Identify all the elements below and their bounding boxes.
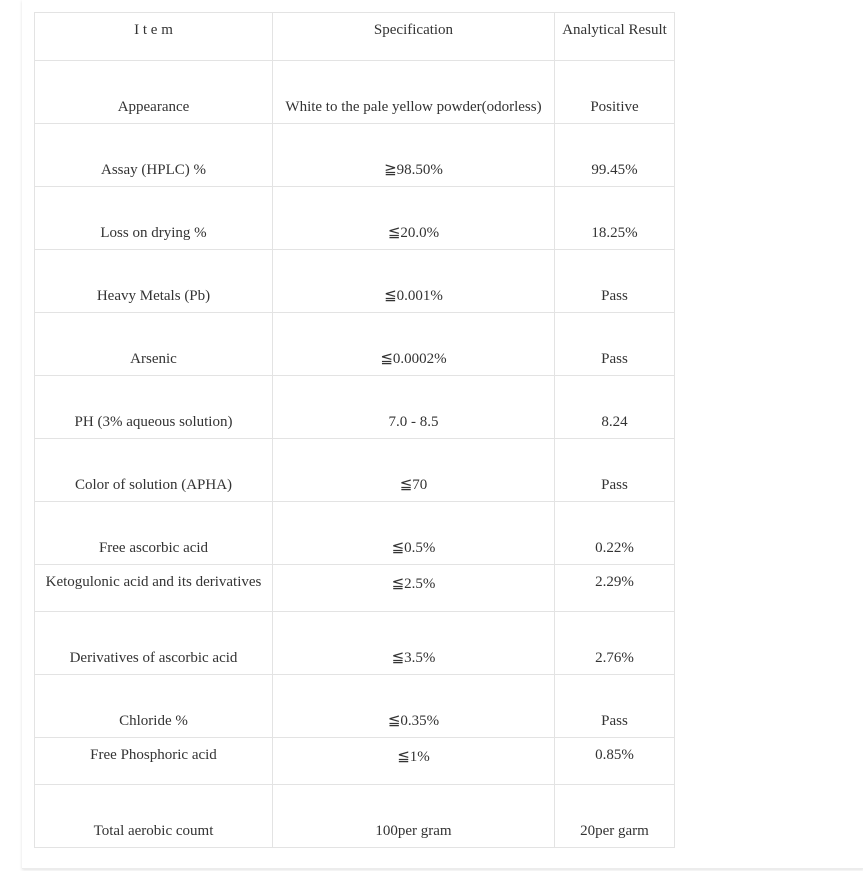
table-row [35,61,675,124]
row-result: 0.85% [555,738,675,785]
table-row [35,250,675,313]
row-result: 2.76% [555,612,675,675]
header-analytical-result: Analytical Result [555,13,675,61]
row-spec: White to the pale yellow powder(odorless) [273,61,555,124]
row-item: Derivatives of ascorbic acid [35,612,273,675]
row-result: Positive [555,61,675,124]
row-result: 8.24 [555,376,675,439]
row-spec: ≦0.35% [273,675,555,738]
row-item: Appearance [35,61,273,124]
row-spec: ≦2.5% [273,565,555,612]
row-result: Pass [555,439,675,502]
row-spec: ≦20.0% [273,187,555,250]
row-result: 2.29% [555,565,675,612]
row-item: Ketogulonic acid and its derivatives [35,565,273,612]
table-row [35,738,675,785]
row-result: Pass [555,313,675,376]
row-spec: ≦70 [273,439,555,502]
table-row [35,187,675,250]
table-row [35,785,675,848]
row-item: Color of solution (APHA) [35,439,273,502]
row-result: 20per garm [555,785,675,848]
table-row [35,124,675,187]
row-item: Total aerobic coumt [35,785,273,848]
row-item: Heavy Metals (Pb) [35,250,273,313]
row-spec: ≦3.5% [273,612,555,675]
table-row [35,612,675,675]
specification-table [34,12,675,848]
row-spec: ≦1% [273,738,555,785]
row-item: Loss on drying % [35,187,273,250]
row-result: 99.45% [555,124,675,187]
table-header-row [35,13,675,61]
table-row [35,313,675,376]
table-row [35,565,675,612]
row-spec: ≧98.50% [273,124,555,187]
row-item: Chloride % [35,675,273,738]
header-item: I t e m [35,13,273,61]
row-spec: ≦0.5% [273,502,555,565]
row-item: Free ascorbic acid [35,502,273,565]
table-row [35,502,675,565]
row-result: Pass [555,675,675,738]
table-row [35,675,675,738]
row-result: Pass [555,250,675,313]
header-specification: Specification [273,13,555,61]
table-row [35,439,675,502]
table-row [35,376,675,439]
row-spec: 100per gram [273,785,555,848]
row-result: 0.22% [555,502,675,565]
row-result: 18.25% [555,187,675,250]
row-spec: 7.0 - 8.5 [273,376,555,439]
row-item: PH (3% aqueous solution) [35,376,273,439]
row-item: Free Phosphoric acid [35,738,273,785]
row-item: Arsenic [35,313,273,376]
row-spec: ≦0.0002% [273,313,555,376]
row-item: Assay (HPLC) % [35,124,273,187]
row-spec: ≦0.001% [273,250,555,313]
